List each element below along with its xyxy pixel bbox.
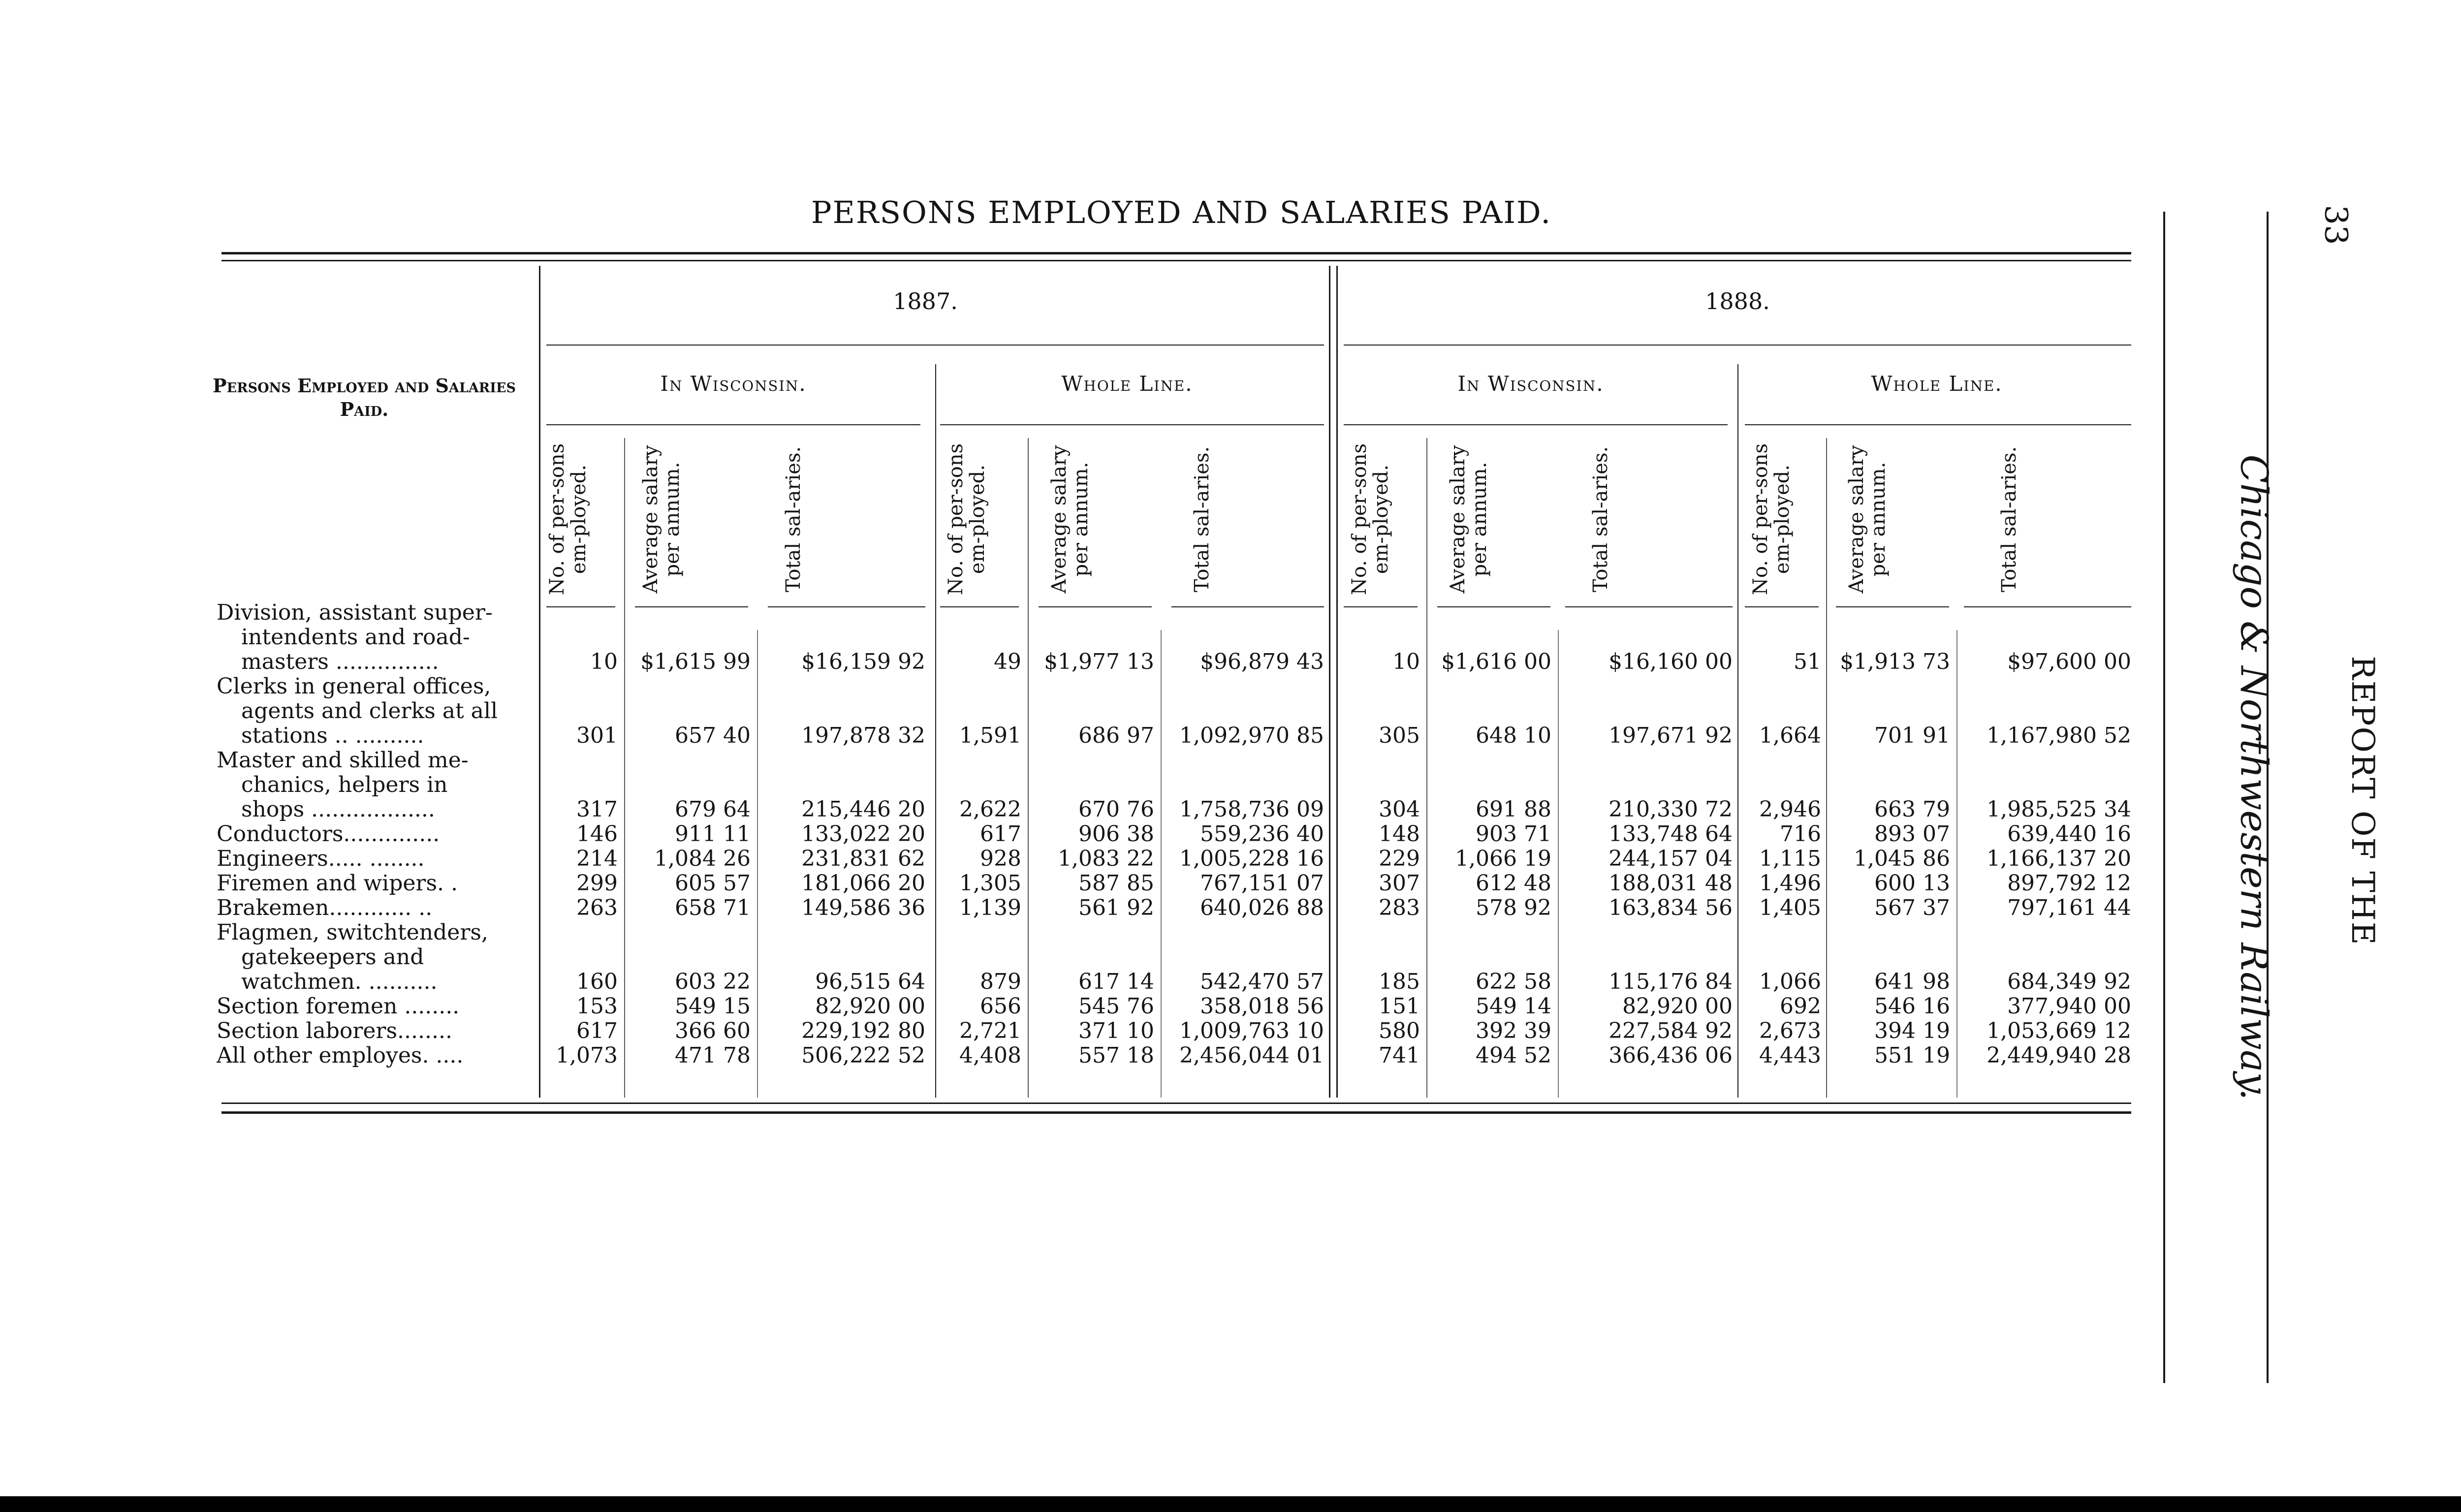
table-cell: 377,940 00 [2007, 994, 2131, 1019]
col-rule [1171, 606, 1324, 607]
table-cell: 197,878 32 [801, 723, 925, 748]
table-cell: 197,671 92 [1609, 723, 1733, 748]
table-cell: 301 [576, 723, 618, 748]
table-cell: 2,721 [959, 1018, 1021, 1043]
table-cell: 549 14 [1476, 994, 1551, 1019]
col-rule [1964, 606, 2131, 607]
column-header: Total sal-aries. [1191, 446, 1213, 593]
column-header: Average salary per annum. [639, 445, 684, 594]
table-cell: 10 [1392, 649, 1420, 674]
table-cell: 879 [980, 969, 1021, 994]
table-cell: 1,496 [1759, 871, 1821, 896]
group-rule-1 [546, 424, 920, 425]
table-cell: 1,073 [556, 1043, 618, 1068]
row-label: gatekeepers and [241, 945, 424, 970]
running-head-railway: Chicago & Northwestern Railway. [2232, 454, 2276, 1101]
top-rule-1 [221, 252, 2131, 254]
col-rule [768, 606, 925, 607]
table-cell: $16,159 92 [801, 649, 925, 674]
table-cell: 82,920 00 [815, 994, 925, 1019]
table-cell: 227,584 92 [1609, 1018, 1733, 1043]
table-cell: 622 58 [1476, 969, 1551, 994]
table-cell: 494 52 [1476, 1043, 1551, 1068]
table-cell: 1,591 [959, 723, 1021, 748]
table-cell: 1,045 86 [1854, 846, 1950, 871]
row-label: Section laborers........ [217, 1019, 452, 1043]
row-label: Engineers..... ........ [217, 847, 425, 871]
stub-header: Persons Employed and Salaries Paid. [213, 375, 516, 420]
table-cell: 231,831 62 [801, 846, 925, 871]
table-cell: 546 16 [1874, 994, 1950, 1019]
row-label: intendents and road- [241, 625, 470, 650]
table-cell: $1,977 13 [1044, 649, 1154, 674]
col-sep [1956, 630, 1957, 1098]
table-cell: 549 15 [675, 994, 751, 1019]
table-cell: 551 19 [1874, 1043, 1950, 1068]
table-cell: 903 71 [1476, 821, 1551, 847]
table-cell: 181,066 20 [801, 871, 925, 896]
table-cell: 911 11 [675, 821, 751, 847]
row-label: stations .. .......... [241, 724, 424, 748]
table-cell: $96,879 43 [1200, 649, 1324, 674]
table-cell: $1,616 00 [1441, 649, 1551, 674]
table-cell: 767,151 07 [1200, 871, 1324, 896]
group-rule-4 [1745, 424, 2131, 425]
table-cell: 545 76 [1078, 994, 1154, 1019]
group-1887-wisconsin: In Wisconsin. [660, 372, 807, 396]
table-cell: 605 57 [675, 871, 751, 896]
table-cell: 146 [576, 821, 618, 847]
table-cell: 686 97 [1078, 723, 1154, 748]
table-cell: 163,834 56 [1609, 895, 1733, 920]
table-cell: 96,515 64 [815, 969, 925, 994]
table-cell: 1,053,669 12 [1987, 1018, 2131, 1043]
table-cell: 4,408 [959, 1043, 1021, 1068]
table-cell: 1,758,736 09 [1179, 797, 1324, 822]
table-cell: 2,946 [1759, 797, 1821, 822]
page-title: PERSONS EMPLOYED AND SALARIES PAID. [811, 194, 1552, 230]
table-cell: 617 [980, 821, 1021, 847]
column-header: Total sal-aries. [1589, 446, 1612, 593]
table-cell: 2,622 [959, 797, 1021, 822]
table-cell: 1,305 [959, 871, 1021, 896]
table-cell: 305 [1379, 723, 1420, 748]
row-label: shops .................. [241, 797, 435, 822]
table-cell: 716 [1780, 821, 1821, 847]
table-cell: 366,436 06 [1609, 1043, 1733, 1068]
group-1888-whole-line: Whole Line. [1871, 372, 2003, 396]
margin-line-1 [2163, 212, 2165, 1383]
table-cell: 670 76 [1078, 797, 1154, 822]
table-cell: 1,167,980 52 [1987, 723, 2131, 748]
table-cell: 229,192 80 [801, 1018, 925, 1043]
table-cell: $97,600 00 [2007, 649, 2131, 674]
column-header: No. of per-sons em-ployed. [945, 443, 989, 596]
table-cell: 658 71 [675, 895, 751, 920]
table-cell: 299 [576, 871, 618, 896]
column-header: Total sal-aries. [782, 446, 805, 593]
table-cell: 656 [980, 994, 1021, 1019]
table-cell: 214 [576, 846, 618, 871]
column-header: Total sal-aries. [1998, 446, 2020, 593]
table-cell: 49 [994, 649, 1021, 674]
table-cell: 1,084 26 [654, 846, 751, 871]
table-cell: 10 [590, 649, 618, 674]
table-cell: 392 39 [1476, 1018, 1551, 1043]
column-header: Average salary per annum. [1048, 445, 1092, 594]
col-rule [940, 606, 1019, 607]
row-label: Flagmen, switchtenders, [217, 920, 488, 945]
table-cell: 612 48 [1476, 871, 1551, 896]
row-label: All other employes. .... [217, 1043, 464, 1068]
table-cell: 371 10 [1078, 1018, 1154, 1043]
table-cell: 1,092,970 85 [1179, 723, 1324, 748]
table-cell: 701 91 [1874, 723, 1950, 748]
col-rule [1565, 606, 1733, 607]
table-cell: 1,009,763 10 [1179, 1018, 1324, 1043]
table-cell: 1,664 [1759, 723, 1821, 748]
table-cell: 160 [576, 969, 618, 994]
table-cell: 797,161 44 [2007, 895, 2131, 920]
table-cell: 358,018 56 [1200, 994, 1324, 1019]
group-1888-wisconsin: In Wisconsin. [1457, 372, 1604, 396]
row-label: Section foremen ........ [217, 994, 460, 1019]
table-cell: 153 [576, 994, 618, 1019]
page-number: 33 [2317, 205, 2354, 245]
year-rule-1887 [546, 345, 1324, 346]
table-cell: 151 [1379, 994, 1420, 1019]
table-cell: 1,139 [959, 895, 1021, 920]
col-rule [1745, 606, 1819, 607]
table-cell: 317 [576, 797, 618, 822]
table-cell: 640,026 88 [1200, 895, 1324, 920]
row-label: masters ............... [241, 650, 439, 674]
table-cell: 51 [1794, 649, 1821, 674]
table-cell: 2,673 [1759, 1018, 1821, 1043]
table-cell: 641 98 [1874, 969, 1950, 994]
table-cell: 307 [1379, 871, 1420, 896]
table-cell: 1,066 [1759, 969, 1821, 994]
column-header: No. of per-sons em-ployed. [1348, 443, 1392, 596]
bottom-rule-1 [221, 1102, 2131, 1104]
table-cell: 1,005,228 16 [1179, 846, 1324, 871]
table-cell: 394 19 [1874, 1018, 1950, 1043]
table-cell: 567 37 [1874, 895, 1950, 920]
table-cell: 906 38 [1078, 821, 1154, 847]
table-cell: $16,160 00 [1609, 649, 1733, 674]
col-rule [1039, 606, 1152, 607]
table-cell: 679 64 [675, 797, 751, 822]
running-head-report: REPORT OF THE [2344, 656, 2381, 946]
col-sep [1558, 630, 1559, 1098]
row-label: agents and clerks at all [241, 699, 498, 724]
table-cell: 283 [1379, 895, 1420, 920]
year-1887: 1887. [893, 288, 958, 315]
table-cell: 692 [1780, 994, 1821, 1019]
table-cell: 578 92 [1476, 895, 1551, 920]
table-cell: 603 22 [675, 969, 751, 994]
table-cell: 148 [1379, 821, 1420, 847]
table-cell: 580 [1379, 1018, 1420, 1043]
table-cell: 893 07 [1874, 821, 1950, 847]
table-cell: 741 [1379, 1043, 1420, 1068]
column-header: No. of per-sons em-ployed. [1749, 443, 1794, 596]
row-label: chanics, helpers in [241, 773, 448, 797]
table-cell: 2,456,044 01 [1179, 1043, 1324, 1068]
table-cell: $1,615 99 [640, 649, 751, 674]
table-cell: 210,330 72 [1609, 797, 1733, 822]
table-cell: 561 92 [1078, 895, 1154, 920]
table-cell: 149,586 36 [801, 895, 925, 920]
table-cell: 1,066 19 [1455, 846, 1551, 871]
table-cell: 304 [1379, 797, 1420, 822]
table-cell: 188,031 48 [1609, 871, 1733, 896]
table-cell: $1,913 73 [1840, 649, 1950, 674]
col-rule [546, 606, 615, 607]
year-rule-1888 [1344, 345, 2131, 346]
row-label: Conductors.............. [217, 822, 440, 847]
row-label: Brakemen............ .. [217, 896, 433, 920]
table-cell: 559,236 40 [1200, 821, 1324, 847]
column-header: Average salary per annum. [1447, 445, 1491, 594]
table-cell: 133,022 20 [801, 821, 925, 847]
table-cell: 1,985,525 34 [1987, 797, 2131, 822]
col-rule [1437, 606, 1550, 607]
table-cell: 263 [576, 895, 618, 920]
row-label: Master and skilled me- [217, 748, 469, 773]
scan-edge [0, 1496, 2461, 1512]
col-sep [1161, 630, 1162, 1098]
table-cell: 1,083 22 [1058, 846, 1154, 871]
col-rule [635, 606, 748, 607]
table-cell: 663 79 [1874, 797, 1950, 822]
table-cell: 928 [980, 846, 1021, 871]
column-header: No. of per-sons em-ployed. [546, 443, 590, 596]
table-cell: 471 78 [675, 1043, 751, 1068]
table-cell: 587 85 [1078, 871, 1154, 896]
table-cell: 115,176 84 [1609, 969, 1733, 994]
row-label: Firemen and wipers. . [217, 871, 458, 896]
table-cell: 542,470 57 [1200, 969, 1324, 994]
table-cell: 229 [1379, 846, 1420, 871]
table-cell: 185 [1379, 969, 1420, 994]
column-header: Average salary per annum. [1845, 445, 1890, 594]
table-cell: 600 13 [1874, 871, 1950, 896]
table-cell: 2,449,940 28 [1987, 1043, 2131, 1068]
row-label: watchmen. .......... [241, 970, 438, 994]
year-1888: 1888. [1705, 288, 1770, 315]
table-cell: 639,440 16 [2007, 821, 2131, 847]
table-cell: 82,920 00 [1622, 994, 1733, 1019]
table-cell: 133,748 64 [1609, 821, 1733, 847]
row-label: Division, assistant super- [217, 600, 493, 625]
table-cell: 366 60 [675, 1018, 751, 1043]
table-cell: 691 88 [1476, 797, 1551, 822]
table-cell: 684,349 92 [2007, 969, 2131, 994]
table-cell: 648 10 [1476, 723, 1551, 748]
table-cell: 244,157 04 [1609, 846, 1733, 871]
table-cell: 557 18 [1078, 1043, 1154, 1068]
row-label: Clerks in general offices, [217, 674, 491, 699]
top-rule-2 [221, 260, 2131, 261]
group-rule-2 [940, 424, 1324, 425]
table-cell: 1,115 [1759, 846, 1821, 871]
group-rule-3 [1344, 424, 1728, 425]
table-cell: 657 40 [675, 723, 751, 748]
table-cell: 617 14 [1078, 969, 1154, 994]
group-1887-whole-line: Whole Line. [1061, 372, 1193, 396]
table-cell: 4,443 [1759, 1043, 1821, 1068]
table-cell: 1,166,137 20 [1987, 846, 2131, 871]
bottom-rule-2 [221, 1111, 2131, 1114]
table-cell: 897,792 12 [2007, 871, 2131, 896]
col-rule [1836, 606, 1949, 607]
table-cell: 617 [576, 1018, 618, 1043]
table-cell: 1,405 [1759, 895, 1821, 920]
col-sep [757, 630, 758, 1098]
table-cell: 215,446 20 [801, 797, 925, 822]
table-cell: 506,222 52 [801, 1043, 925, 1068]
col-rule [1344, 606, 1418, 607]
